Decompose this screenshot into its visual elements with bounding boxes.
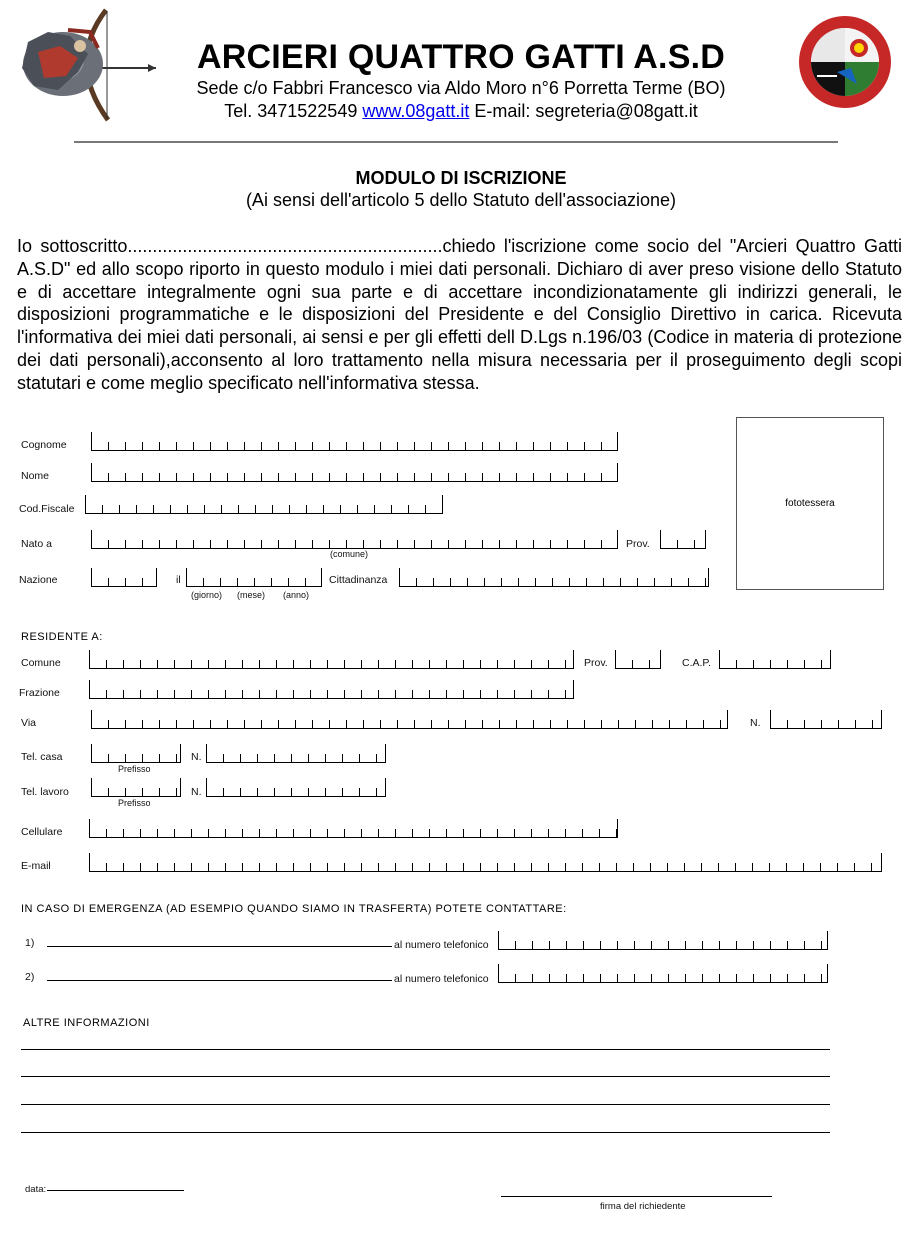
residence-heading: RESIDENTE A: bbox=[21, 631, 103, 643]
tel-lavoro-prefix-hint: Prefisso bbox=[118, 798, 151, 808]
club-title: ARCIERI QUATTRO GATTI A.S.D bbox=[197, 38, 725, 76]
declaration-text: Io sottoscritto...............................................................chiedo l'iscrizione come socio del "Arcieri Quattro Gatti A.S.D" ed allo scopo riporto in questo modulo i miei dati personali. Dichiaro di aver preso visione dello Statuto e di accettare integralmente ogni sua parte e di accettare incondizionatamente gli indirizzi generali, le disposizioni programmatiche e le disposizioni del Presidente e del Consiglio Direttivo in carica. Ricevuta l'informativa dei miei dati personali, ai sensi e per gli effetti dell D.Lgs n.196/03 (Codice in materia di protezione dei dati personali),acconsento al loro trattamento nella misura necessaria per il proseguimento degli scopi statutari e come meglio specificato nell'informativa stessa. bbox=[17, 236, 902, 393]
emergency-2-name-line[interactable] bbox=[47, 980, 392, 981]
emergency-1-phone-field[interactable] bbox=[498, 931, 828, 950]
tel-casa-prefix-field[interactable] bbox=[91, 744, 181, 763]
nazione-field[interactable] bbox=[91, 568, 157, 587]
tel-lavoro-number-field[interactable] bbox=[206, 778, 386, 797]
emergency-2-index: 2) bbox=[25, 971, 35, 983]
res-prov-field[interactable] bbox=[615, 650, 661, 669]
emergency-1-index: 1) bbox=[25, 937, 35, 949]
signature-line[interactable] bbox=[501, 1196, 772, 1197]
mese-hint: (mese) bbox=[237, 590, 266, 600]
birth-prov-field[interactable] bbox=[660, 530, 706, 549]
cod-fiscale-label: Cod.Fiscale bbox=[19, 503, 75, 515]
header-divider bbox=[74, 141, 838, 143]
cod-fiscale-field[interactable] bbox=[85, 495, 443, 514]
tel-lavoro-label: Tel. lavoro bbox=[21, 786, 69, 798]
res-comune-label: Comune bbox=[21, 657, 61, 669]
emergency-1-phone-label: al numero telefonico bbox=[394, 939, 489, 951]
res-prov-label: Prov. bbox=[584, 657, 608, 669]
federation-seal-icon bbox=[797, 14, 893, 110]
birthplace-field[interactable] bbox=[91, 530, 618, 549]
email-field[interactable] bbox=[89, 853, 882, 872]
frazione-label: Frazione bbox=[19, 687, 60, 699]
tel-lavoro-prefix-field[interactable] bbox=[91, 778, 181, 797]
nato-a-label: Nato a bbox=[21, 538, 52, 550]
form-title: MODULO DI ISCRIZIONE bbox=[355, 168, 567, 188]
emergency-1-name-line[interactable] bbox=[47, 946, 392, 947]
tel-lavoro-n-label: N. bbox=[191, 786, 202, 798]
email-text: E-mail: segreteria@08gatt.it bbox=[469, 101, 698, 121]
phone-text: Tel. 3471522549 bbox=[224, 101, 363, 121]
civic-number-field[interactable] bbox=[770, 710, 882, 729]
anno-hint: (anno) bbox=[283, 590, 310, 600]
emergency-heading: IN CASO DI EMERGENZA (AD ESEMPIO QUANDO SIAMO IN TRASFERTA) POTETE CONTATTARE: bbox=[21, 903, 567, 915]
comune-hint: (comune) bbox=[330, 549, 369, 559]
cellulare-label: Cellulare bbox=[21, 826, 63, 838]
via-label: Via bbox=[21, 717, 36, 729]
other-info-line[interactable] bbox=[21, 1104, 830, 1105]
civic-number-label: N. bbox=[750, 717, 761, 729]
nome-field[interactable] bbox=[91, 463, 618, 482]
via-field[interactable] bbox=[91, 710, 728, 729]
cittadinanza-label: Cittadinanza bbox=[329, 574, 388, 586]
date-line[interactable] bbox=[47, 1190, 184, 1191]
club-address: Sede c/o Fabbri Francesco via Aldo Moro n°6 Porretta Terme (BO) bbox=[196, 78, 726, 98]
tel-casa-prefix-hint: Prefisso bbox=[118, 764, 151, 774]
res-comune-field[interactable] bbox=[89, 650, 574, 669]
form-subtitle: (Ai sensi dell'articolo 5 dello Statuto dell'associazione) bbox=[245, 190, 677, 210]
cognome-field[interactable] bbox=[91, 432, 618, 451]
frazione-field[interactable] bbox=[89, 680, 574, 699]
tel-casa-number-field[interactable] bbox=[206, 744, 386, 763]
photo-box[interactable] bbox=[736, 417, 884, 590]
tel-casa-n-label: N. bbox=[191, 751, 202, 763]
tel-casa-label: Tel. casa bbox=[21, 751, 63, 763]
cellulare-field[interactable] bbox=[89, 819, 618, 838]
birth-prov-label: Prov. bbox=[626, 538, 650, 550]
email-label: E-mail bbox=[21, 860, 51, 872]
cognome-label: Cognome bbox=[21, 439, 67, 451]
nazione-label: Nazione bbox=[19, 574, 58, 586]
federation-logo bbox=[797, 14, 893, 110]
other-info-line[interactable] bbox=[21, 1049, 830, 1050]
club-contacts bbox=[0, 101, 922, 122]
emergency-2-phone-field[interactable] bbox=[498, 964, 828, 983]
emergency-2-phone-label: al numero telefonico bbox=[394, 973, 489, 985]
cap-label: C.A.P. bbox=[682, 657, 711, 669]
giorno-hint: (giorno) bbox=[191, 590, 223, 600]
other-info-line[interactable] bbox=[21, 1076, 830, 1077]
il-label: il bbox=[176, 574, 181, 586]
date-label: data: bbox=[25, 1184, 47, 1195]
other-info-heading: ALTRE INFORMAZIONI bbox=[23, 1017, 150, 1029]
other-info-line[interactable] bbox=[21, 1132, 830, 1133]
cap-field[interactable] bbox=[719, 650, 831, 669]
signature-label: firma del richiedente bbox=[600, 1201, 686, 1212]
nome-label: Nome bbox=[21, 470, 50, 482]
cittadinanza-field[interactable] bbox=[399, 568, 709, 587]
birthdate-field[interactable] bbox=[186, 568, 322, 587]
website-link[interactable]: www.08gatt.it bbox=[362, 101, 470, 121]
photo-label: fototessera bbox=[785, 498, 835, 509]
